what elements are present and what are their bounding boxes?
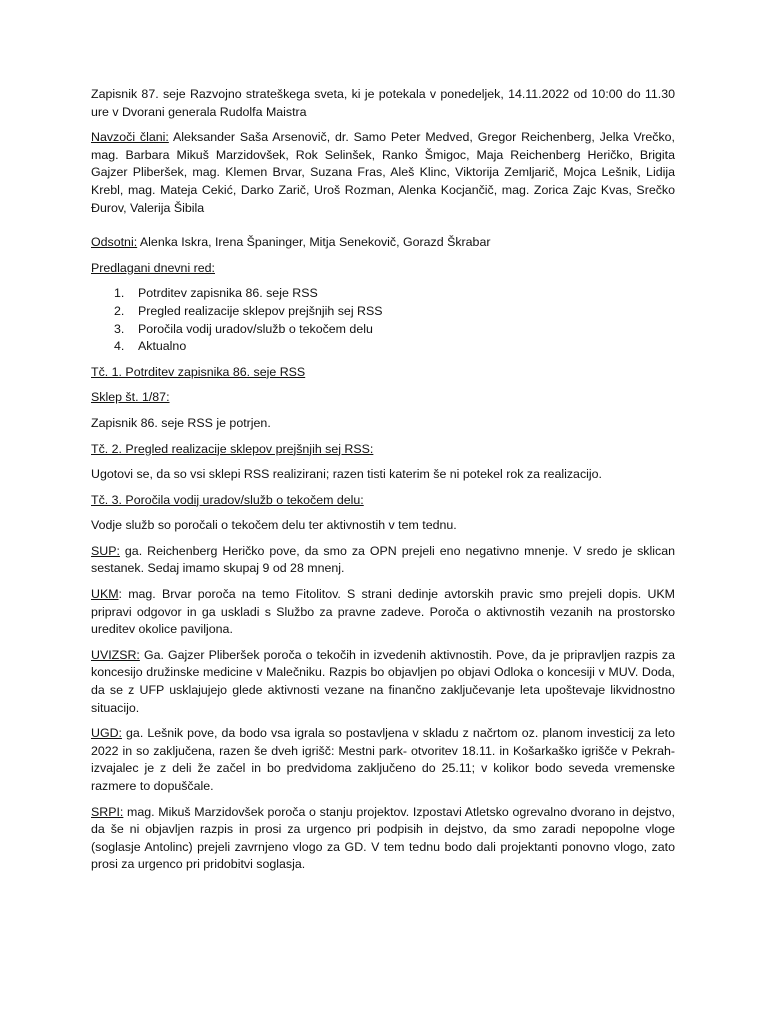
report-label: UKM <box>91 587 119 602</box>
report-ugd <box>91 725 675 795</box>
report-label: SRPI: <box>91 804 124 819</box>
report-text: mag. Mikuš Marzidovšek poroča o stanju projektov. Izpostavi Atletsko ogrevalno dvorano in dejstvo, da še ni objavljen razpis in prosi za urgenco pri podpisih in dejstvo, da smo zaradi nepopolne vloge (soglasje Antolinc) prejeli zavrnjeno vlogo za GD. V tem tednu bodo dali projektanti ponovno vlogo, zato prosi za urgenco pri pridobitvi soglasja. <box>91 804 675 872</box>
present-text: Aleksander Saša Arsenovič, dr. Samo Peter Medved, Gregor Reichenberg, Jelka Vrečko, mag. Barbara Mikuš Marzidovšek, Rok Selinšek, Ranko Šmigoc, Maja Reichenberg Heričko, Brigita Gajzer Pliberšek, mag. Klemen Brvar, Suzana Fras, Aleš Klinc, Viktorija Zemljarič, Mojca Lešnik, Lidija Krebl, mag. Mateja Cekić, Darko Zarič, Uroš Rozman, Alenka Kocjančič, mag. Zorica Zajc Kvas, Srečko Đurov, Valerija Šibila <box>91 130 675 215</box>
report-ukm <box>91 586 675 639</box>
absent-text: Alenka Iskra, Irena Španinger, Mitja Senekovič, Gorazd Škrabar <box>137 235 491 250</box>
report-srpi <box>91 804 675 874</box>
agenda-item-number: 2. <box>114 303 125 318</box>
item2-heading: Tč. 2. Pregled realizacije sklepov prejšnjih sej RSS: <box>91 441 374 456</box>
agenda-item-text: Pregled realizacije sklepov prejšnjih sej RSS <box>138 303 383 318</box>
agenda-item <box>91 321 675 339</box>
agenda-item-text: Potrditev zapisnika 86. seje RSS <box>138 286 318 301</box>
item1-resolution-text: Zapisnik 86. seje RSS je potrjen. <box>91 415 271 430</box>
report-label: UVIZSR: <box>91 647 140 662</box>
item3-text: Vodje služb so poročali o tekočem delu ter aktivnostih v tem tednu. <box>91 518 457 533</box>
item3-heading: Tč. 3. Poročila vodij uradov/služb o tekočem delu: <box>91 492 364 507</box>
agenda-list <box>91 285 675 355</box>
agenda-item-number: 3. <box>114 321 125 336</box>
report-uvizsr <box>91 647 675 717</box>
report-text: ga. Reichenberg Heričko pove, da smo za OPN prejeli eno negativno mnenje. V sredo je sklican sestanek. Sedaj imamo skupaj 9 od 28 mnenj. <box>91 543 675 576</box>
report-text: ga. Lešnik pove, da bodo vsa igrala so postavljena v skladu z načrtom oz. planom investicij za leto 2022 in so zaključena, razen še dveh igrišč: Mestni park- otvoritev 18.11. in Košarkaško igrišče v Pekrah- izvajalec je z deli že začel in bo predvidoma zaključeno do 25.11; v kolikor bodo seveda vremenske razmere to dopuščale. <box>91 726 675 793</box>
document-page <box>91 86 675 874</box>
report-text: : mag. Brvar poroča na temo Fitolitov. S strani dedinje avtorskih pravic smo prejeli dopis. UKM pripravi odgovor in ga uskladi s Službo za pravne zadeve. Poroča o aktivnostih vezanih na prostorsko ureditev okolice paviljona. <box>91 587 675 637</box>
item2-text: Ugotovi se, da so vsi sklepi RSS realizirani; razen tisti katerim še ni potekel rok za realizacijo. <box>91 467 602 482</box>
agenda-label: Predlagani dnevni red: <box>91 260 215 275</box>
item1-resolution-label: Sklep št. 1/87: <box>91 390 170 405</box>
present-label: Navzoči člani: <box>91 130 169 145</box>
report-text: Ga. Gajzer Pliberšek poroča o tekočih in izvedenih aktivnostih. Pove, da je pripravljen razpis za koncesijo družinske medicine v Malečniku. Razpis bo objavljen po objavi Odloka o koncesiji v MUV. Doda, da se z UFP usklajujejo glede aktivnosti vezane na finančno zaključevanje leta upoštevaje likvidnostno situacijo. <box>91 647 675 715</box>
agenda-item <box>91 285 675 303</box>
report-sup <box>91 543 675 578</box>
agenda-item-text: Aktualno <box>138 339 187 354</box>
present-members <box>91 129 675 217</box>
agenda-item-number: 1. <box>114 286 125 301</box>
item1-heading: Tč. 1. Potrditev zapisnika 86. seje RSS <box>91 364 306 379</box>
agenda-item <box>91 303 675 321</box>
report-label: UGD: <box>91 726 122 741</box>
report-label: SUP: <box>91 543 120 558</box>
agenda-item-number: 4. <box>114 339 125 354</box>
absent-members <box>91 234 675 252</box>
absent-label: Odsotni: <box>91 235 138 250</box>
agenda-item <box>91 338 675 356</box>
intro-paragraph: Zapisnik 87. seje Razvojno strateškega sveta, ki je potekala v ponedeljek, 14.11.2022 od 10:00 do 11.30 ure v Dvorani generala Rudolfa Maistra <box>91 87 675 119</box>
agenda-item-text: Poročila vodij uradov/služb o tekočem delu <box>138 321 373 336</box>
